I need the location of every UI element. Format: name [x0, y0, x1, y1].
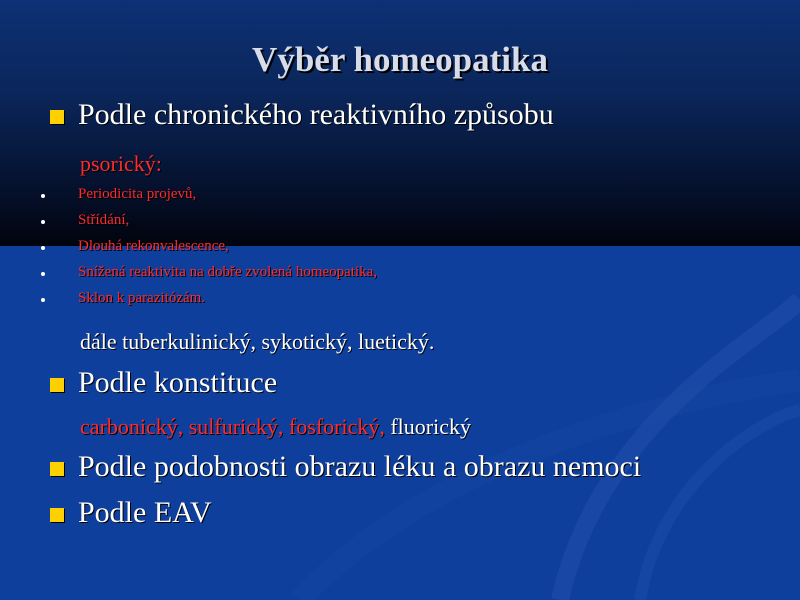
bullet-chronic-reactive: Podle chronického reaktivního způsobu [78, 98, 554, 131]
bullet-square-icon [50, 508, 64, 522]
further-types: dále tuberkulinický, sykotický, luetický. [80, 329, 435, 354]
constitution-types-red: carbonický, sulfurický, fosforický, [80, 414, 385, 439]
bullet-dot-icon [41, 298, 45, 302]
slide-title: Výběr homeopatika [252, 40, 548, 79]
bullet-dot-icon [41, 194, 45, 198]
bullet-square-icon [50, 110, 64, 124]
bullet-similarity: Podle podobnosti obrazu léku a obrazu nemoci [78, 450, 642, 483]
psoric-item: Sklon k parazitózám. [78, 290, 206, 306]
psoric-item: Střídání, [78, 212, 130, 228]
psoric-item: Periodicita projevů, [78, 186, 197, 202]
bullet-square-icon [50, 378, 64, 392]
bullet-dot-icon [41, 246, 45, 250]
bullet-constitution: Podle konstituce [78, 366, 278, 399]
bullet-square-icon [50, 462, 64, 476]
bullet-dot-icon [41, 272, 45, 276]
constitution-types [80, 414, 471, 440]
psoric-item: Snížená reaktivita na dobře zvolená homeopatika, [78, 264, 378, 280]
psoric-heading: psorický: [80, 151, 162, 176]
bullet-dot-icon [41, 220, 45, 224]
bullet-eav: Podle EAV [78, 496, 212, 529]
constitution-type-fluoric: fluorický [390, 414, 472, 439]
psoric-item: Dlouhá rekonvalescence, [78, 238, 229, 254]
